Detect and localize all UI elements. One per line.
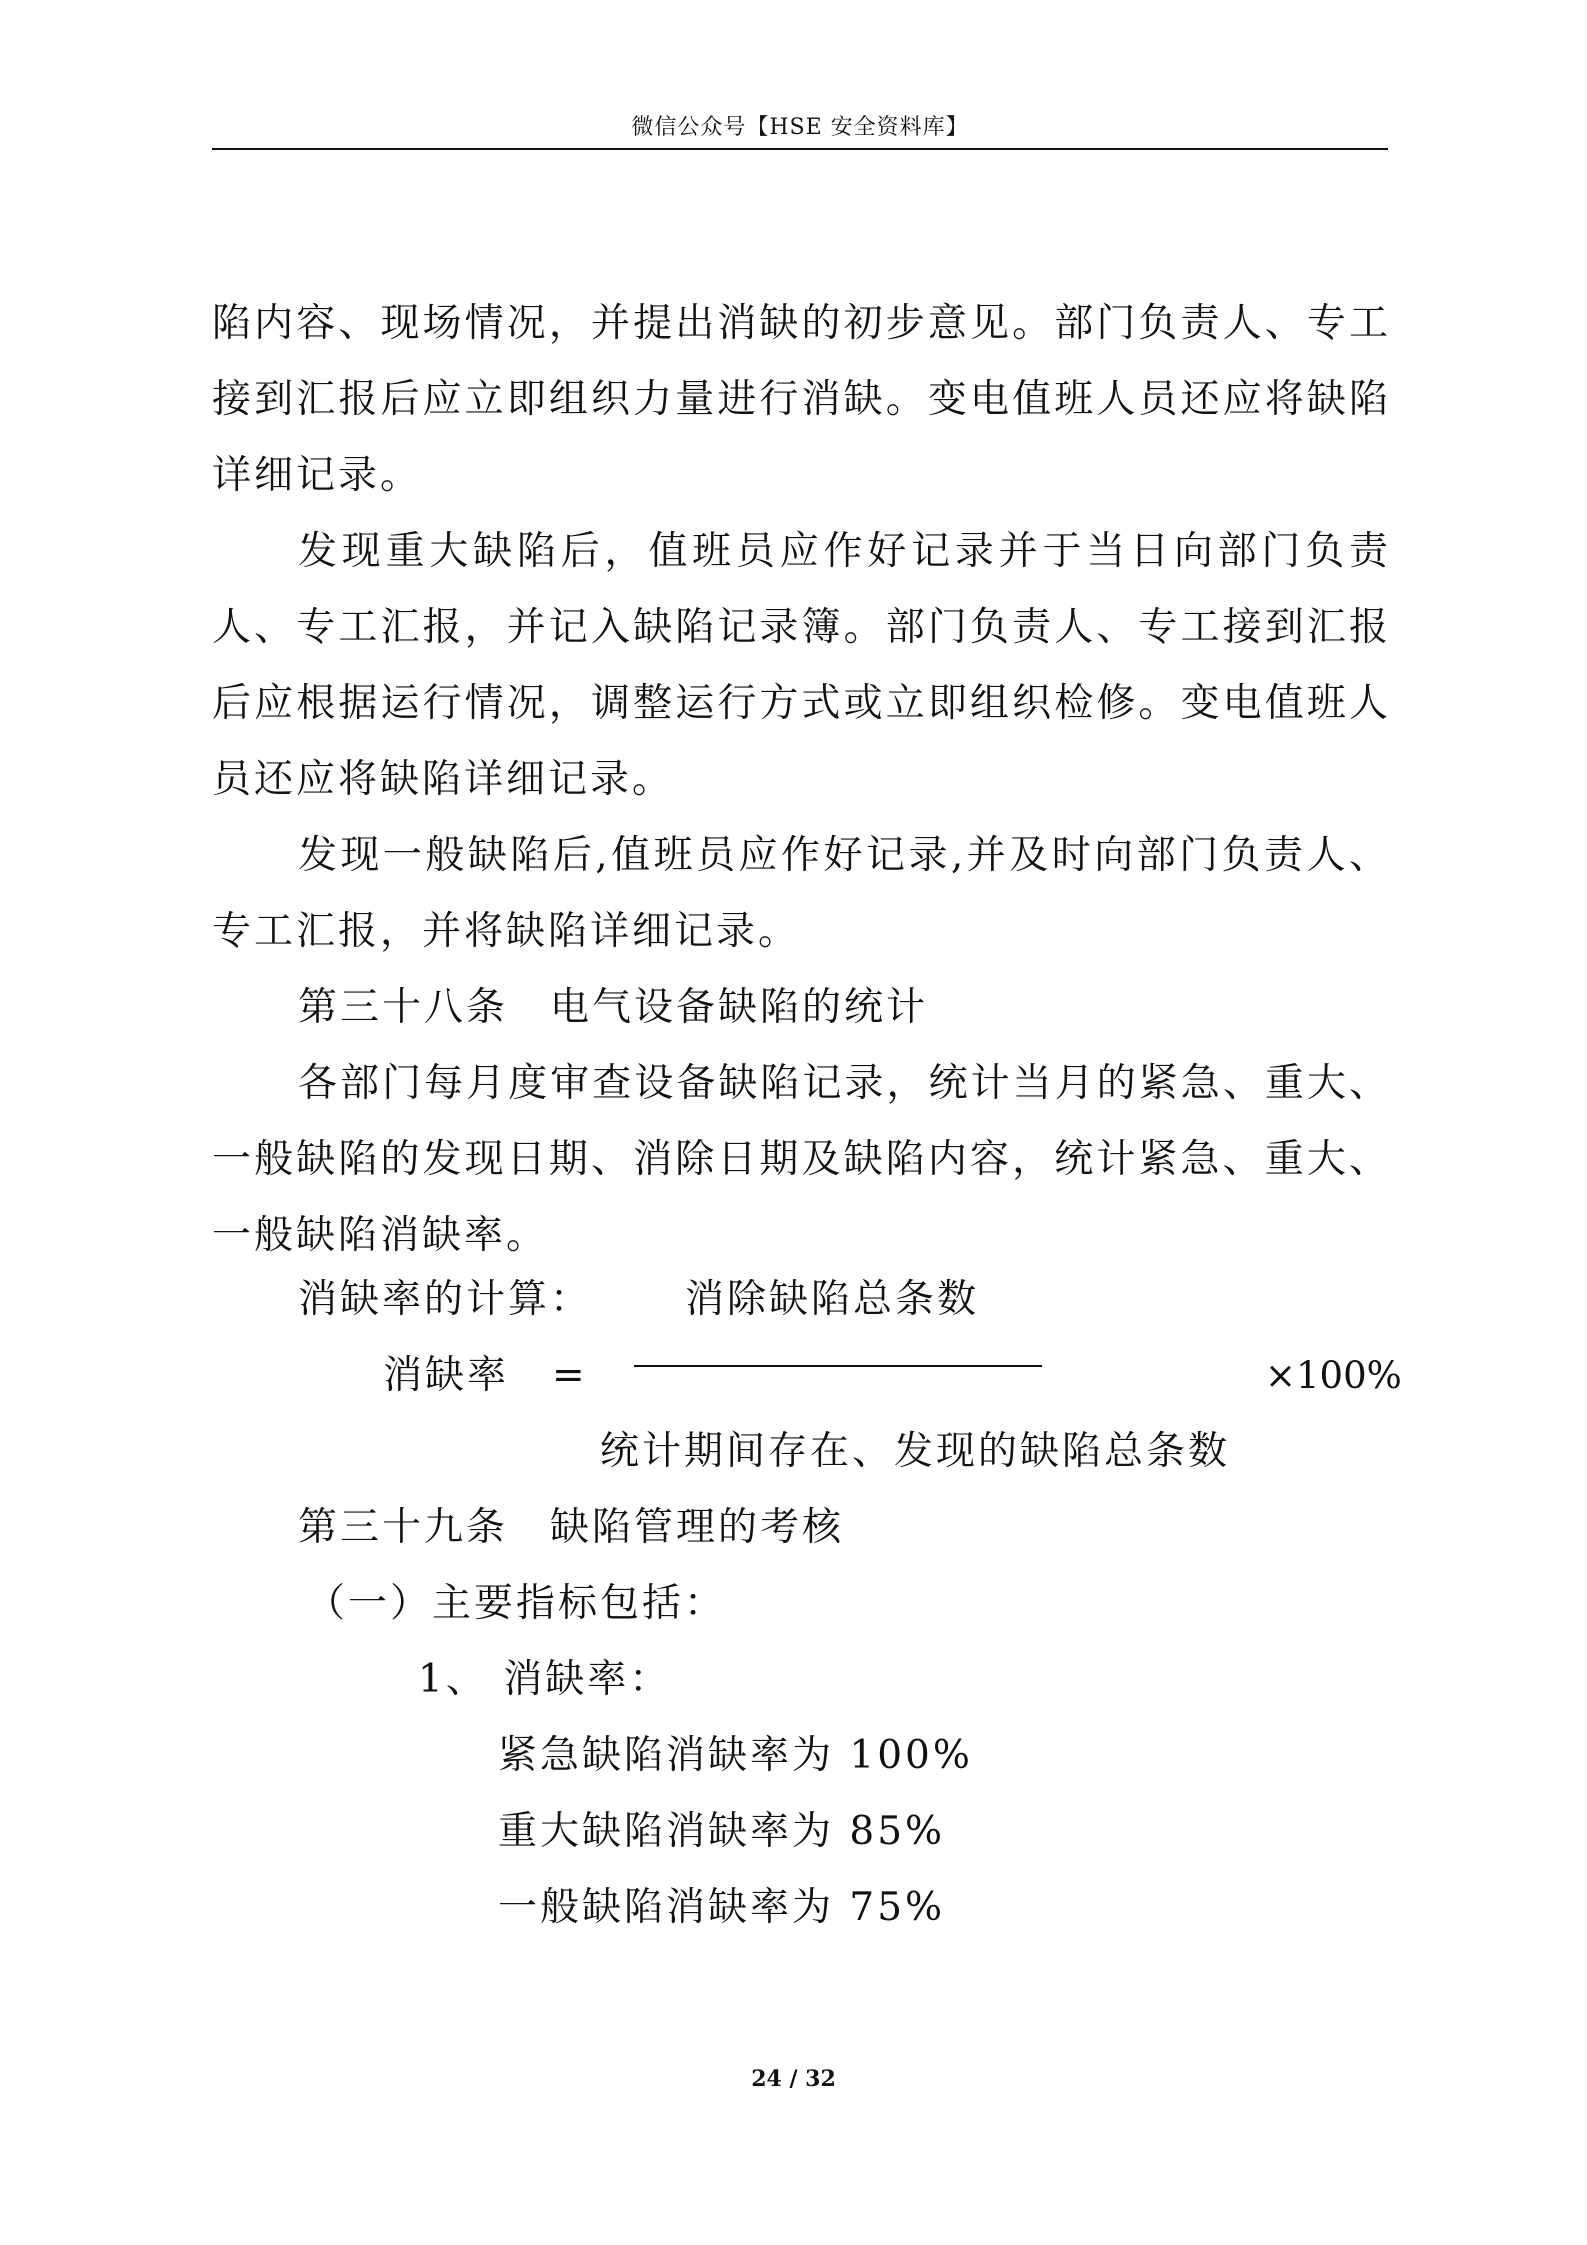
rate-item: 一般缺陷消缺率为 75% bbox=[498, 1885, 946, 1930]
formula-name: 消缺率 bbox=[383, 1353, 510, 1398]
formula-multiplier: ×100% bbox=[1265, 1354, 1402, 1397]
formula-label: 消缺率的计算： bbox=[298, 1277, 593, 1322]
rate-item: 重大缺陷消缺率为 85% bbox=[498, 1809, 946, 1854]
paragraph-line: 详细记录。 bbox=[212, 453, 423, 498]
page-number: 24 / 32 bbox=[751, 2066, 836, 2092]
article-39-heading: 第三十九条 缺陷管理的考核 bbox=[298, 1505, 845, 1550]
paragraph-line: 员还应将缺陷详细记录。 bbox=[212, 757, 675, 802]
paragraph-line: 专工汇报，并将缺陷详细记录。 bbox=[212, 909, 801, 954]
formula-numerator: 消除缺陷总条数 bbox=[685, 1277, 980, 1322]
header-divider bbox=[212, 148, 1388, 150]
fraction-bar bbox=[634, 1365, 1042, 1367]
page-header: 微信公众号【HSE 安全资料库】 bbox=[631, 115, 969, 140]
article-39-subheading: （一）主要指标包括： bbox=[306, 1581, 727, 1626]
paragraph-line: 发现重大缺陷后，值班员应作好记录并于当日向部门负责 bbox=[298, 529, 1388, 574]
paragraph-line: 一般缺陷消缺率。 bbox=[212, 1213, 549, 1258]
formula-equals-sign: = bbox=[552, 1353, 585, 1398]
article-38-heading: 第三十八条 电气设备缺陷的统计 bbox=[298, 985, 929, 1030]
paragraph-line: 人、专工汇报，并记入缺陷记录簿。部门负责人、专工接到汇报 bbox=[212, 605, 1388, 650]
paragraph-line: 各部门每月度审查设备缺陷记录，统计当月的紧急、重大、 bbox=[298, 1061, 1388, 1106]
list-item-label: 1、 消缺率： bbox=[418, 1657, 672, 1702]
paragraph-line: 接到汇报后应立即组织力量进行消缺。变电值班人员还应将缺陷 bbox=[212, 377, 1388, 422]
paragraph-line: 后应根据运行情况，调整运行方式或立即组织检修。变电值班人 bbox=[212, 681, 1388, 726]
paragraph-line: 发现一般缺陷后,值班员应作好记录,并及时向部门负责人、 bbox=[298, 833, 1388, 878]
paragraph-line: 一般缺陷的发现日期、消除日期及缺陷内容，统计紧急、重大、 bbox=[212, 1137, 1388, 1182]
formula-denominator: 统计期间存在、发现的缺陷总条数 bbox=[600, 1429, 1231, 1474]
rate-item: 紧急缺陷消缺率为 100% bbox=[498, 1733, 973, 1778]
paragraph-line: 陷内容、现场情况，并提出消缺的初步意见。部门负责人、专工 bbox=[212, 301, 1388, 346]
